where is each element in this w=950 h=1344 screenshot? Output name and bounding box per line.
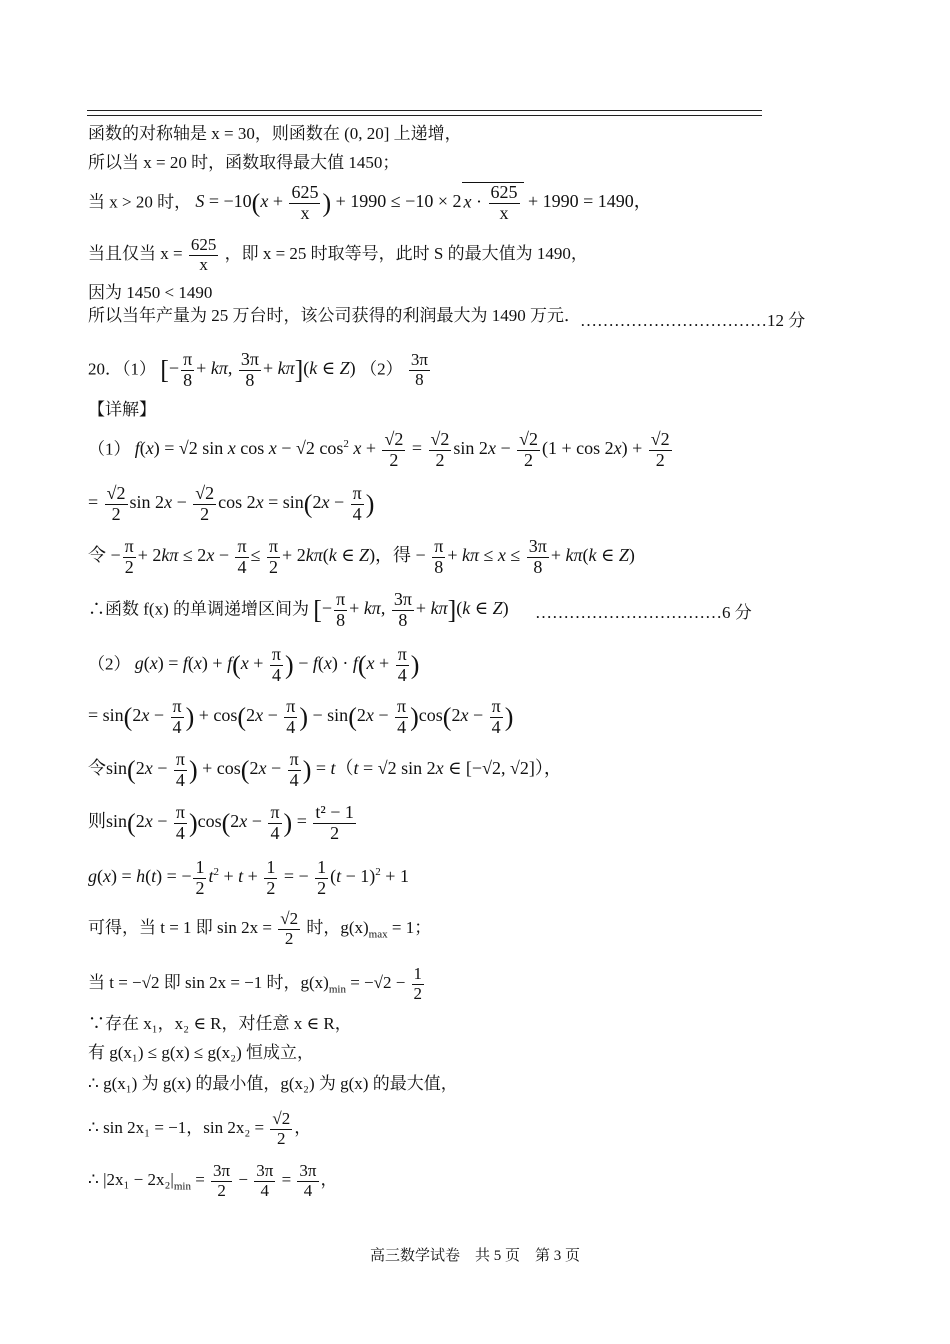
- sin-values-prefix: ∴ sin 2x₁ = −1，sin 2x₂ =: [88, 1118, 265, 1138]
- fx-definition-line: [88, 430, 674, 471]
- max-cond-suffix: 时，g(x): [306, 918, 369, 938]
- line-5-text: 因为 1450 < 1490: [88, 283, 213, 302]
- gx-definition: g(x) = f(x) + f(x + $\frac{\pi}{4}$ ) − f(x) · f(x + $\frac{\pi}{4}$ ): [134, 644, 420, 685]
- line-3-prefix: 当 x > 20 时，: [88, 192, 192, 212]
- final-prefix: ∴ |2x₁ − 2x₂|: [88, 1170, 174, 1190]
- min-condition-line: 当 t = −√2 即 sin 2x = −1 时，$g(x)_{min} = -√2$ − $\frac{1}{2}$: [88, 964, 423, 1003]
- q20-interval: [− $\frac{\pi}{8}$ + kπ, $\frac{3\pi}{8}$ + kπ](k ∈ Z): [160, 349, 361, 390]
- q20-part2-label: （2）: [360, 359, 403, 379]
- fx-simplified: = $\frac{√2}{2}$ sin 2x − $\frac{√2}{2}$ cos 2x = sin(2x − $\frac{\pi}{4}$ ): [88, 483, 375, 524]
- sin-values-line: ∴ sin 2x₁ = −1，sin 2x₂ = $\frac{√2}{2}$ ，: [88, 1109, 312, 1148]
- frac-625-over-x-2: $\frac{625}{x}$: [190, 235, 217, 274]
- product-expression: 则sin(2x − $\frac{\pi}{4}$ )cos(2x − $\frac{\pi}{4}$ ) = $\frac{\text{t² − 1}}{2}$: [88, 802, 354, 843]
- monotone-interval: [− $\frac{\pi}{8}$ + kπ, $\frac{3\pi}{8}$ + kπ](k ∈ Z): [313, 589, 509, 630]
- line-4-prefix: 当且仅当 x =: [88, 244, 183, 264]
- score-6: ……………………………6 分: [535, 603, 752, 622]
- fx-simplified-line: [88, 484, 374, 525]
- part1-label: （1）: [88, 439, 131, 459]
- minmax-line: ∴ g(x₁) 为 g(x) 的最小值，g(x₂) 为 g(x) 的最大值，: [88, 1074, 458, 1093]
- min-cond-prefix: 当 t = −√2 即 sin 2x = −1 时，g(x): [88, 973, 329, 993]
- holds-line: 有 g(x₁) ≤ g(x) ≤ g(x₂) 恒成立，: [88, 1043, 314, 1062]
- page-footer: 高三数学试卷 共 5 页 第 3 页: [369, 1248, 580, 1264]
- gx-definition-line: [88, 645, 419, 686]
- equality-condition-line: [88, 236, 588, 274]
- text-line-2: [88, 153, 399, 173]
- ht-line: [88, 858, 409, 899]
- q20-answer-line: [88, 350, 432, 391]
- gx-expanded: = sin(2x − $\frac{\pi}{4}$ ) + cos(2x − $\frac{\pi}{4}$ ) − sin(2x − $\frac{\pi}{4}$ )cos(2x − $\frac{\pi}{4}$ ): [88, 696, 514, 737]
- max-condition-line: 可得，当 t = 1 即 sin 2x = $\frac{√2}{2}$ 时，$g(x)_{max} = 1$；: [88, 909, 432, 948]
- q20-label: 20．（1）: [88, 359, 156, 379]
- line-1-text: 函数的对称轴是 x = 30，则函数在 (0, 20] 上递增，: [88, 124, 462, 143]
- let-t-line: [88, 750, 562, 791]
- frac-625-over-x: $\frac{625}{x}$: [291, 182, 319, 223]
- max-cond-prefix: 可得，当 t = 1 即 sin 2x =: [88, 918, 272, 938]
- product-line: [88, 803, 358, 844]
- exist-line: ∵存在 x₁，x₂ ∈ R，对任意 x ∈ R，: [88, 1014, 352, 1033]
- text-line-5: [88, 283, 212, 303]
- header-rule-top: [87, 110, 762, 111]
- gx-expanded-line: [88, 697, 513, 738]
- line-6-text: 所以当年产量为 25 万台时，该公司获得的利润最大为 1490 万元．: [88, 306, 581, 325]
- score-12: ……………………………12 分: [580, 311, 806, 330]
- detail-heading: 【详解】: [88, 400, 156, 419]
- s-inequality-line: [88, 182, 652, 224]
- s-expression: S = −10(x + $\frac{625}{x}$ ) + 1990 ≤ −10 × 2 x · $\frac{625}{x}$ + 1990 = 1490，: [195, 182, 652, 223]
- monotone-condition: 令 − $\frac{\pi}{2}$ + 2kπ ≤ 2x − $\frac{\pi}{4}$ ≤ $\frac{\pi}{2}$ + 2kπ(k ∈ Z)，得 − $\frac{\pi}{8}$ + kπ ≤ x ≤ $\frac{3\pi}{8}$ + kπ(k ∈ Z): [88, 536, 635, 577]
- monotone-condition-line: [88, 537, 635, 578]
- final-answer-line: ∴ $|2x_1 - 2x_2|_{min}$ = $\frac{3\pi}{2}$ − $\frac{3\pi}{4}$ = $\frac{3\pi}{4}$ ，: [88, 1161, 338, 1200]
- part2-label: （2）: [88, 654, 131, 674]
- monotone-interval-line: [88, 590, 509, 631]
- fx-expression: f(x) = √2 sin x cos x − √2 $\cos^2 x$ + $\frac{√2}{2}$ = $\frac{√2}{2}$ sin 2x − $\frac{√2}{2}$ (1 + cos 2x) + $\frac{√2}{2}$: [134, 429, 670, 470]
- monotone-prefix: ∴函数 f(x) 的单调递增区间为: [88, 599, 309, 619]
- let-t: 令sin(2x − $\frac{\pi}{4}$ ) + cos(2x − $\frac{\pi}{4}$ ) = t（t = √2 sin 2x ∈ [−√2, √2]），: [88, 749, 562, 790]
- text-line-1: [88, 124, 462, 144]
- line-2-text: 所以当 x = 20 时，函数取得最大值 1450；: [88, 153, 400, 172]
- header-rule-bottom: [87, 115, 762, 116]
- line-4-suffix: ，即 x = 25 时取等号，此时 S 的最大值为 1490，: [224, 244, 588, 264]
- text-line-6: [88, 306, 581, 326]
- ht-expression: g(x) = h(t) = − $\frac{1}{2}$ $t^2 + t$ + $\frac{1}{2}$ = − $\frac{1}{2}$ $(t - 1)^2 + 1$: [88, 857, 409, 898]
- q20-part2-answer: $\frac{3\pi}{8}$: [410, 350, 428, 390]
